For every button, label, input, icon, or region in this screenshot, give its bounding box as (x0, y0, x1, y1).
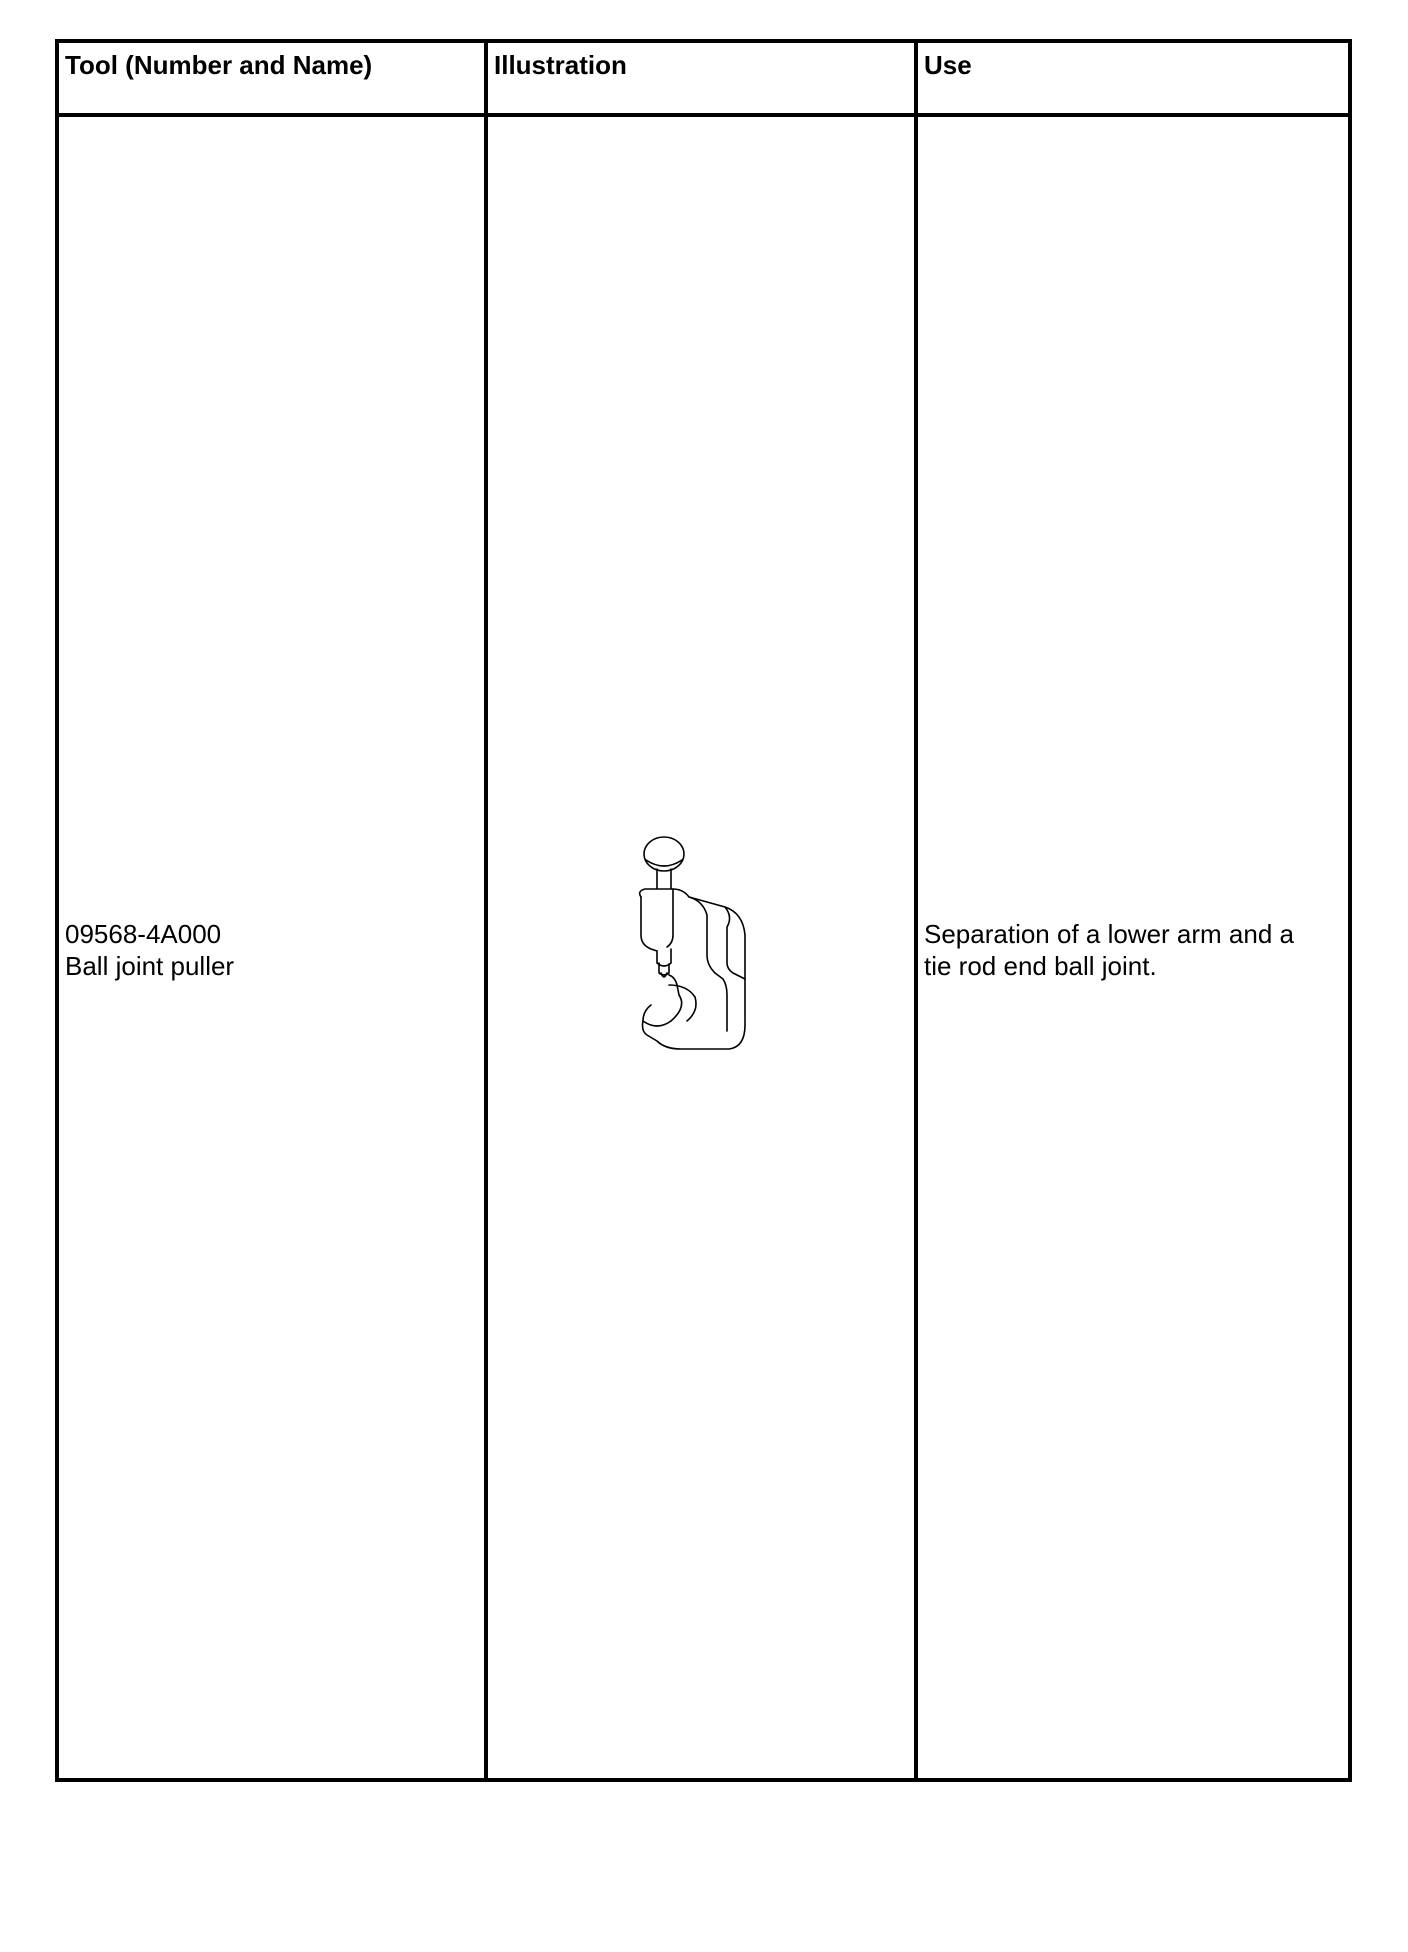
tool-cell (59, 117, 488, 1778)
header-use (918, 43, 1348, 117)
header-illustration-label: Illustration (494, 50, 627, 80)
header-tool (59, 43, 488, 117)
tool-name: Ball joint puller (65, 950, 235, 981)
ball-joint-puller-illustration (627, 835, 767, 1065)
tool-text (59, 918, 240, 982)
use-line-1: Separation of a lower arm and a (924, 918, 1294, 949)
use-cell (918, 117, 1348, 1778)
header-illustration (488, 43, 918, 117)
use-text (918, 918, 1300, 982)
special-tool-table (55, 39, 1352, 1782)
use-line-2: tie rod end ball joint. (924, 950, 1157, 981)
tool-number: 09568-4A000 (65, 918, 222, 949)
illustration-cell (488, 117, 918, 1778)
header-tool-label: Tool (Number and Name) (65, 50, 373, 80)
header-use-label: Use (924, 50, 972, 80)
